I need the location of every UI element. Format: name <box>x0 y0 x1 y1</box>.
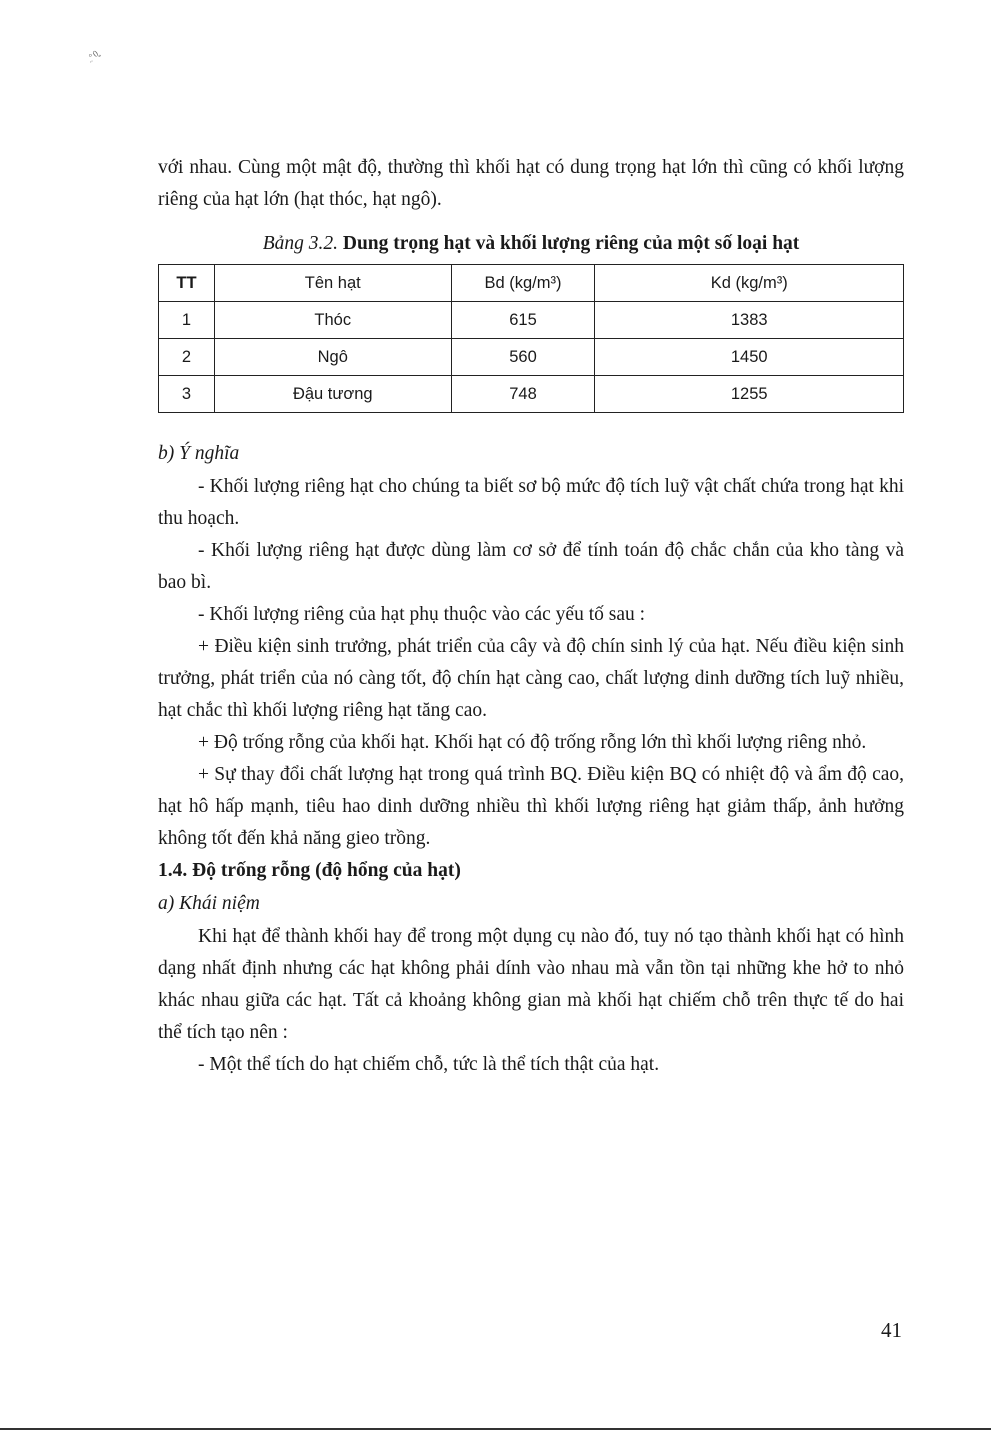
table-row <box>159 302 904 339</box>
header-ten-hat: Tên hạt <box>214 265 451 302</box>
paragraph: - Khối lượng riêng của hạt phụ thuộc vào các yếu tố sau : <box>198 604 646 625</box>
section-b-title: b) Ý nghĩa <box>158 443 240 464</box>
header-bd: Bd (kg/m³) <box>451 265 595 302</box>
table-header-row <box>159 265 904 302</box>
paragraph: Khi hạt để thành khối hay để trong một dụng cụ nào đó, tuy nó tạo thành khối hạt có hình dạng nhất định nhưng các hạt không phải dính vào nhau mà vẫn tồn tại những khe hở to nhỏ khác nhau giữa các hạt. Tất cả khoảng không gian mà khối hạt chiếm chỗ trên thực tế do hai thể tích tạo nên : <box>158 926 904 1043</box>
page-number: 41 <box>881 1318 902 1342</box>
table-row <box>159 339 904 376</box>
paragraph: - Khối lượng riêng hạt được dùng làm cơ sở để tính toán độ chắc chắn của kho tàng và bao bì. <box>158 540 904 593</box>
cell-kd: 1450 <box>595 339 904 376</box>
document-page <box>158 152 904 1081</box>
cell-bd: 560 <box>451 339 595 376</box>
intro-paragraph: với nhau. Cùng một mật độ, thường thì khối hạt có dung trọng hạt lớn thì cũng có khối lượng riêng của hạt lớn (hạt thóc, hạt ngô). <box>158 157 904 210</box>
section-heading: 1.4. Độ trống rỗng (độ hổng của hạt) <box>158 860 461 881</box>
cell-tt: 3 <box>159 376 215 413</box>
paragraph: - Một thể tích do hạt chiếm chỗ, tức là thể tích thật của hạt. <box>198 1054 660 1075</box>
cell-ten-hat: Ngô <box>214 339 451 376</box>
cell-ten-hat: Thóc <box>214 302 451 339</box>
cell-tt: 1 <box>159 302 215 339</box>
corner-stamp-mark: ̤°0̤̥ <box>86 47 101 63</box>
page-bottom-rule <box>0 1428 991 1430</box>
header-tt: TT <box>159 265 215 302</box>
grain-density-table <box>158 264 904 413</box>
paragraph: - Khối lượng riêng hạt cho chúng ta biết sơ bộ mức độ tích luỹ vật chất chứa trong hạt khi thu hoạch. <box>158 476 904 529</box>
cell-kd: 1383 <box>595 302 904 339</box>
table-caption <box>158 230 904 258</box>
section-a-title: a) Khái niệm <box>158 893 260 914</box>
cell-bd: 748 <box>451 376 595 413</box>
paragraph: + Độ trống rỗng của khối hạt. Khối hạt có độ trống rỗng lớn thì khối lượng riêng nhỏ. <box>198 732 867 753</box>
table-caption-title: Dung trọng hạt và khối lượng riêng của một số loại hạt <box>342 233 800 254</box>
cell-ten-hat: Đậu tương <box>214 376 451 413</box>
paragraph: + Điều kiện sinh trưởng, phát triển của cây và độ chín sinh lý của hạt. Nếu điều kiện sinh trưởng, phát triển của nó càng tốt, độ chín hạt càng cao, chất lượng dinh dưỡng tích luỹ nhiều, hạt chắc thì khối lượng riêng hạt tăng cao. <box>158 636 904 721</box>
cell-tt: 2 <box>159 339 215 376</box>
cell-bd: 615 <box>451 302 595 339</box>
header-kd: Kd (kg/m³) <box>595 265 904 302</box>
table-caption-label: Bảng 3.2. <box>262 233 338 254</box>
paragraph: + Sự thay đổi chất lượng hạt trong quá trình BQ. Điều kiện BQ có nhiệt độ và ẩm độ cao, hạt hô hấp mạnh, tiêu hao dinh dưỡng nhiều thì khối lượng riêng hạt giảm thấp, ảnh hưởng không tốt đến khả năng gieo trồng. <box>158 764 904 849</box>
table-row <box>159 376 904 413</box>
cell-kd: 1255 <box>595 376 904 413</box>
